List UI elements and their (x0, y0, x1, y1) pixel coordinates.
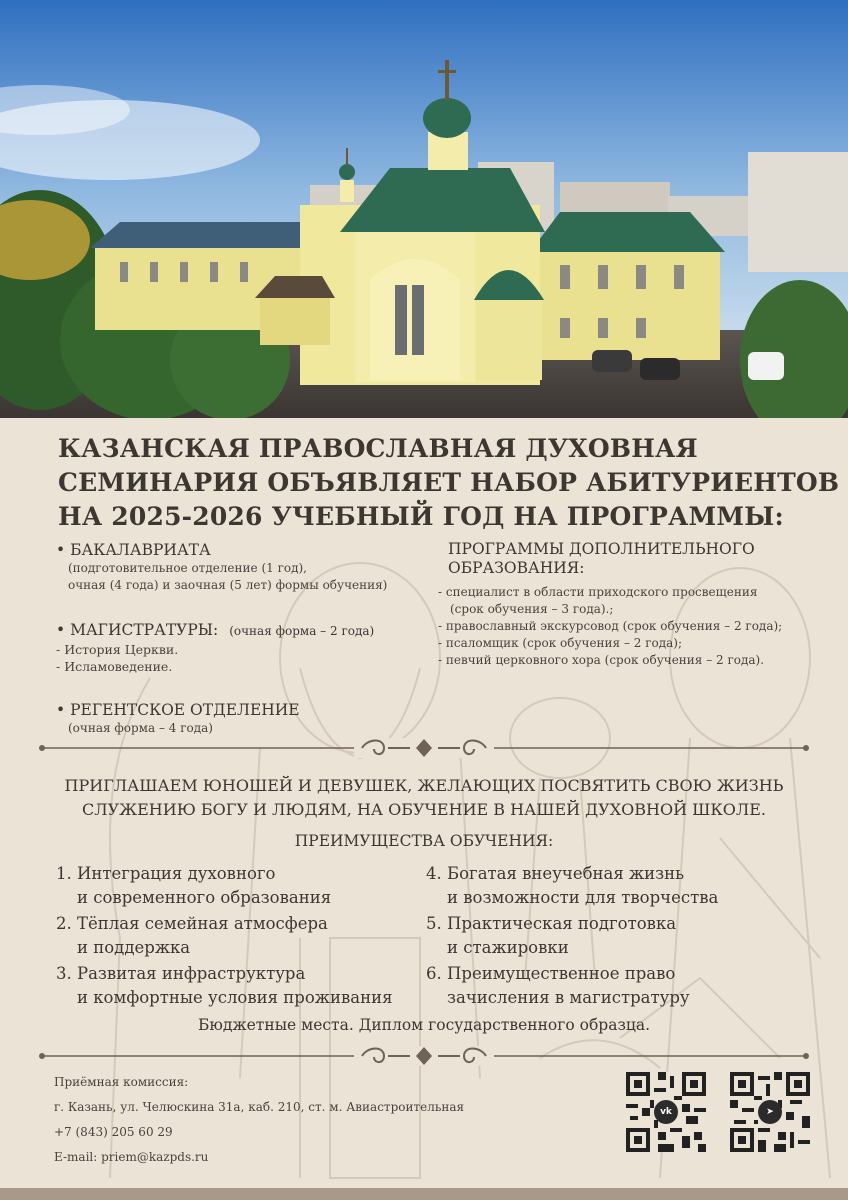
additional-list (438, 584, 818, 669)
additional-item: (срок обучения – 3 года).; (450, 602, 614, 616)
advantage-item (56, 962, 426, 1011)
budget-note: Бюджетные места. Диплом государственного образца. (197, 1016, 651, 1034)
additional-title-1: ПРОГРАММЫ ДОПОЛНИТЕЛЬНОГО (448, 540, 755, 558)
program-master-form: (очная форма – 2 года) (229, 624, 375, 638)
page-title (58, 432, 840, 534)
main-programs (56, 540, 436, 735)
invitation-line-2: СЛУЖЕНИЮ БОГУ И ЛЮДЯМ, НА ОБУЧЕНИЕ В НАШЕЙ ДУХОВНОЙ ШКОЛЕ. (81, 800, 766, 819)
advantage-item (56, 862, 426, 911)
contacts-phone[interactable]: +7 (843) 205 60 29 (54, 1125, 173, 1139)
additional-item: - певчий церковного хора (срок обучения – 2 года). (438, 653, 765, 667)
seminary-photo (0, 0, 848, 418)
advantages-title: ПРЕИМУЩЕСТВА ОБУЧЕНИЯ: (294, 832, 554, 850)
advantage-item (426, 962, 796, 1011)
additional-item: - псаломщик (срок обучения – 2 года); (438, 636, 682, 650)
telegram-icon: ➤ (758, 1100, 782, 1124)
title-line-1: КАЗАНСКАЯ ПРАВОСЛАВНАЯ ДУХОВНАЯ (58, 434, 698, 463)
advantage-line: и возможности для творчества (447, 888, 719, 907)
advantage-line: и комфортные условия проживания (77, 988, 393, 1007)
program-bachelor-note-1: (подготовительное отделение (1 год), (68, 561, 307, 575)
footer-bar (0, 1188, 848, 1200)
vk-qr-code[interactable] (626, 1072, 706, 1152)
advantage-item (426, 912, 796, 961)
admission-contacts (54, 1070, 534, 1170)
program-master-item: - История Церкви. (56, 642, 179, 657)
contacts-address: г. Казань, ул. Челюскина 31а, каб. 210, ст. м. Авиастроительная (54, 1100, 465, 1114)
advantage-item (426, 862, 796, 911)
program-regent-note: (очная форма – 4 года) (68, 721, 213, 735)
ornament-divider-icon (38, 1044, 810, 1068)
advantage-line: 4. Богатая внеучебная жизнь (426, 864, 685, 883)
program-bachelor-note-2: очная (4 года) и заочная (5 лет) формы обучения) (68, 578, 388, 592)
program-master (56, 620, 374, 675)
advantages-left (56, 862, 426, 1012)
additional-item: - специалист в области приходского просвещения (438, 585, 758, 599)
program-regent (56, 700, 300, 737)
advantage-line: 2. Тёплая семейная атмосфера (56, 914, 328, 933)
contacts-label: Приёмная комиссия: (54, 1075, 189, 1089)
contacts-email[interactable]: E-mail: priem@kazpds.ru (54, 1150, 209, 1164)
advantage-line: 3. Развитая инфраструктура (56, 964, 306, 983)
telegram-qr-code[interactable] (730, 1072, 810, 1152)
advantage-line: и поддержка (77, 938, 191, 957)
program-master-item: - Исламоведение. (56, 659, 173, 674)
additional-item: - православный экскурсовод (срок обучения – 2 года); (438, 619, 783, 633)
advantages-right (426, 862, 796, 1012)
additional-title-2: ОБРАЗОВАНИЯ: (448, 559, 585, 577)
ornament-divider-icon (38, 736, 810, 760)
advantage-line: 5. Практическая подготовка (426, 914, 677, 933)
advantage-line: 6. Преимущественное право (426, 964, 676, 983)
program-regent-title: • РЕГЕНТСКОЕ ОТДЕЛЕНИЕ (56, 701, 300, 719)
program-bachelor (56, 540, 436, 594)
advantage-line: 1. Интеграция духовного (56, 864, 276, 883)
program-bachelor-title: • БАКАЛАВРИАТА (56, 541, 211, 559)
invitation-text (0, 774, 848, 822)
program-master-title: • МАГИСТРАТУРЫ: (56, 621, 219, 639)
title-line-3: НА 2025-2026 УЧЕБНЫЙ ГОД НА ПРОГРАММЫ: (58, 502, 784, 531)
vk-icon: vk (654, 1100, 678, 1124)
advantage-line: и современного образования (77, 888, 332, 907)
title-line-2: СЕМИНАРИЯ ОБЪЯВЛЯЕТ НАБОР АБИТУРИЕНТОВ (58, 468, 840, 497)
advantage-line: зачисления в магистратуру (447, 988, 690, 1007)
advantage-line: и стажировки (447, 938, 569, 957)
advantage-item (56, 912, 426, 961)
additional-programs (438, 540, 818, 669)
invitation-line-1: ПРИГЛАШАЕМ ЮНОШЕЙ И ДЕВУШЕК, ЖЕЛАЮЩИХ ПОСВЯТИТЬ СВОЮ ЖИЗНЬ (64, 776, 784, 795)
